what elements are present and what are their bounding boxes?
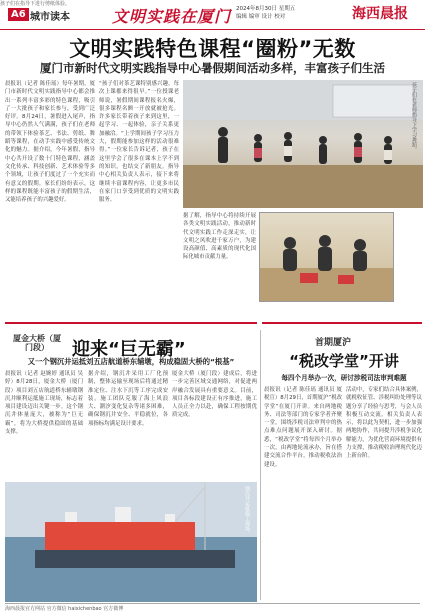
article3-subtitle: 每四个月举办一次，研讨涉税司法审判难题 <box>281 374 407 382</box>
section-divider <box>5 322 257 324</box>
bridge-caisson-photo <box>5 482 257 602</box>
dance-class-photo <box>183 80 423 208</box>
masthead <box>0 0 425 30</box>
article2-column-2: 据介绍，钢沉井采用工厂化预制，整体运输至现场后将通过精准定位、注水下沉等工序完成安装。施工团队克服了海上风浪大、潮汐变化复杂等诸多困难，确保钢沉井安全、平稳就位，各项指标均满足设计要求。 <box>88 371 168 427</box>
section-divider <box>262 322 422 324</box>
article1-column-3: 据了解，指导中心将持续开展各类文明实践活动，推动新时代文明实践工作走深走实，让文明之风吹进千家万户，为建设高颜值、高素质的现代化国际化城市贡献力量。 <box>183 213 256 261</box>
article3-title: “税改学堂”开讲 <box>289 352 399 370</box>
photo-caption: 孩子们在指导下进行剪纸体验。 <box>0 1 71 7</box>
page-number: A6 <box>8 8 29 21</box>
date-block <box>236 5 346 21</box>
page-footer: 海西晨报官方网站 官方微信 haixichenbao 官方微博 <box>5 603 420 611</box>
article2-subtitle: 又一个钢沉井运抵刘五店航道桥东辅墩，构成稳固大桥的“根基” <box>27 357 235 366</box>
headline: 文明实践特色课程“圈粉”无数 <box>69 37 356 61</box>
date-line: 2024年8月30日 星期五 <box>236 6 296 12</box>
article3-kicker: 首期厦沪 <box>314 338 351 348</box>
article2-column-1: 晨报讯（记者 赵婉婷 通讯员 吴婷）8月28日，厦金大桥（厦门段）项目刘五店航道桥东辅墩钢沉井顺利运抵施工现场，标志着项目建设迈出关键一步。这个钢沉井体量庞大，被称为“巨无霸”，将为大桥提供稳固的基础支撑。 <box>5 371 83 436</box>
photo-caption: 钢沉井运抵施工现场。 <box>244 486 250 536</box>
article1-column-2: “孩子们对茶艺课特别感兴趣，每次上课都来得很早。”一位授课老师说，暑假期间课程报名火爆，很多课程名额一开放就被抢光。许多家长带着孩子来到这里，一起学习、一起体验，亲子关系更加融洽。“上学期间孩子学习压力大，假期能参加这样的活动很难得。”一位家长告诉记者，孩子在这里学会了很多在课本上学不到的知识，也结交了新朋友。指导中心相关负责人表示，接下来将继续丰富课程内容，让更多市民在家门口享受到优质的文明实践服务。 <box>99 81 179 204</box>
papercut-class-photo <box>259 212 394 302</box>
column-divider <box>260 330 261 600</box>
article3-column-1: 晨报讯（记者 陈佳瑶 通讯员 厦税宣）8月29日，首期厦沪“税改学堂”在厦门开讲。来自两地税务、司法等部门的专家学者齐聚一堂，围绕涉税司法审判中的热点难点问题展开深入研讨。据悉，“税改学堂”将每四个月举办一次，由两地轮流承办，旨在搭建交流合作平台，推动税收法治建设。 <box>264 387 342 468</box>
article3-column-2: 活动中，专家们结合具体案例，就税收征管、涉税纠纷处理等议题分享了经验与思考，与会人员积极互动交流。相关负责人表示，将以此为契机，进一步加强两地协作，共同提升涉税争议化解能力，为优化营商环境提供有力支撑，推动税收治理现代化迈上新台阶。 <box>346 387 422 460</box>
paper-logo: 海西晨报 <box>352 6 408 22</box>
subheadline: 厦门市新时代文明实践指导中心暑假期间活动多样，丰富孩子们生活 <box>40 61 385 75</box>
article1-column-1: 晨报讯（记者 陈佳瑶）每年暑期，厦门市新时代文明实践指导中心都会推出一系列丰富多彩的特色课程，吸引了一大批孩子和家长参与，受到广泛好评。8月24日，暑假进入尾声，指导中心仍然人气满满，孩子们在老师的带领下体验茶艺、书法、剪纸、舞蹈等课程，在动手实践中感受传统文化的魅力。据介绍，今年暑假，指导中心共开设了数十门特色课程，涵盖文化传承、科技创新、艺术体验等多个领域，让孩子们度过了一个充实而有意义的假期。家长们纷纷表示，这样的课程既能丰富孩子的假期生活，又能培养孩子的兴趣爱好。 <box>5 81 95 204</box>
photo-caption: 孩子们在老师指导下学习舞蹈。 <box>411 82 417 152</box>
column-logo: 文明实践在厦门 <box>112 7 232 26</box>
section-name: 城市读本 <box>30 12 70 23</box>
editor-line: 编辑 编审 设计 校对 <box>236 14 286 20</box>
article2-column-3: 厦金大桥（厦门段）建成后，将进一步完善区域交通网络，对促进两岸融合发展具有重要意义。目前，项目各标段建设正有序推进，施工人员正全力以赴，确保工程按期优质完成。 <box>172 371 257 419</box>
article2-kicker: 厦金大桥（厦门段） <box>13 334 61 352</box>
article2-title: 迎来“巨无霸” <box>72 339 186 360</box>
